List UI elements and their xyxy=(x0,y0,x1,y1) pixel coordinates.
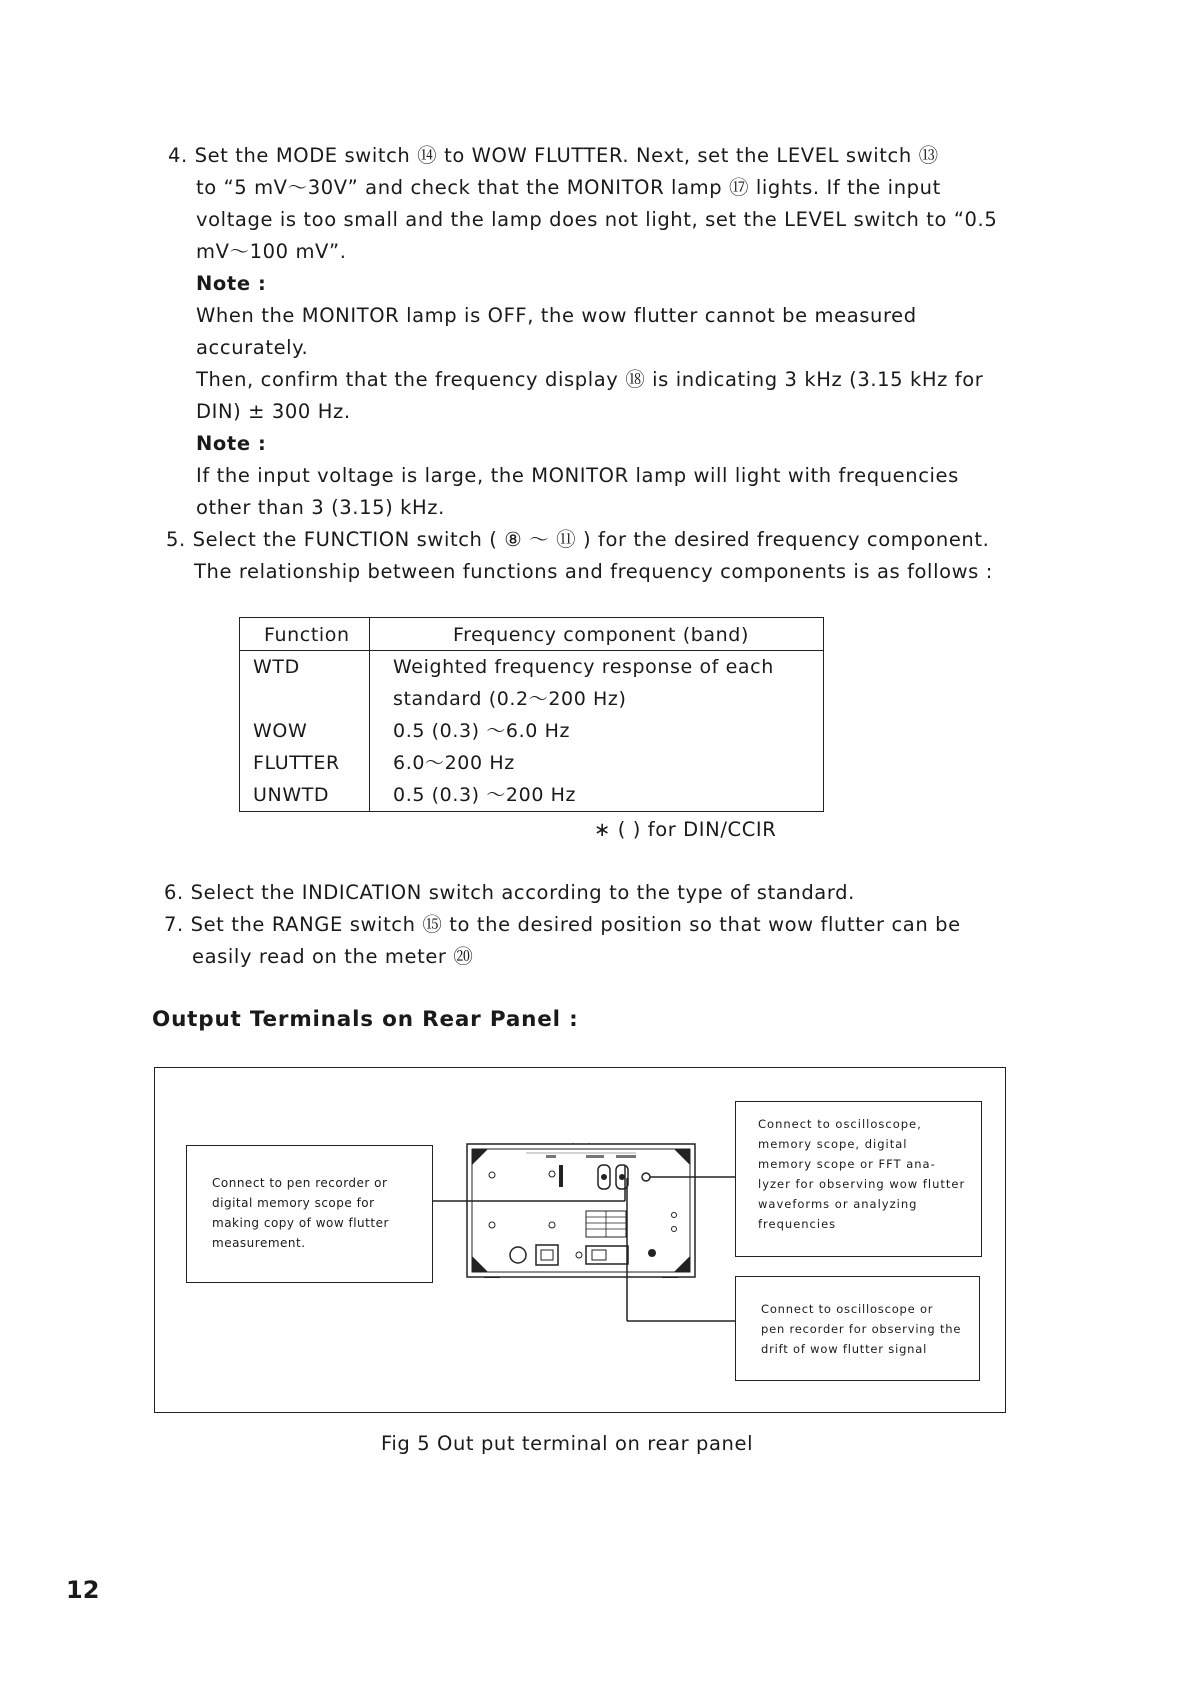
callout-line: waveforms or analyzing xyxy=(758,1197,918,1211)
note1-line2: accurately. xyxy=(196,336,309,359)
note2-line1: If the input voltage is large, the MONITOR lamp will light with frequencies xyxy=(196,464,959,487)
step7-line1: 7. Set the RANGE switch ⑮ to the desired position so that wow flutter can be xyxy=(164,913,961,936)
table-header-band: Frequency component (band) xyxy=(453,624,749,646)
step4-line5: Then, confirm that the frequency display ⑱ is indicating 3 kHz (3.15 kHz for xyxy=(196,368,984,391)
table-cell-band: 0.5 (0.3) ～200 Hz xyxy=(393,784,577,806)
table-cell-function: UNWTD xyxy=(253,784,330,806)
step4-line1: 4. Set the MODE switch ⑭ to WOW FLUTTER. Next, set the LEVEL switch ⑬ xyxy=(168,144,939,167)
callout-line: making copy of wow flutter xyxy=(212,1216,389,1230)
callout-line: frequencies xyxy=(758,1217,837,1231)
table-cell-function: WOW xyxy=(253,720,308,742)
table-cell-function: WTD xyxy=(253,656,300,678)
section-heading: Output Terminals on Rear Panel : xyxy=(152,1007,579,1032)
callout-line: memory scope or FFT ana- xyxy=(758,1157,936,1171)
callout-line: Connect to oscilloscope, xyxy=(758,1117,922,1131)
table-cell-function: FLUTTER xyxy=(253,752,340,774)
step4-line2: to “5 mV～30V” and check that the MONITOR lamp ⑰ lights. If the input xyxy=(196,176,941,199)
step7-line2: easily read on the meter ⑳ xyxy=(192,945,474,968)
step6-line: 6. Select the INDICATION switch according to the type of standard. xyxy=(164,881,855,904)
rear-panel-drawing xyxy=(466,1143,696,1278)
callout-line: memory scope, digital xyxy=(758,1137,908,1151)
callout-line: measurement. xyxy=(212,1236,306,1250)
callout-line: digital memory scope for xyxy=(212,1196,375,1210)
table-header-function: Function xyxy=(264,624,350,646)
note2-line2: other than 3 (3.15) kHz. xyxy=(196,496,445,519)
step4-line6: DIN) ± 300 Hz. xyxy=(196,400,351,423)
callout-line: pen recorder for observing the xyxy=(761,1322,962,1336)
step4-line3: voltage is too small and the lamp does not light, set the LEVEL switch to “0.5 xyxy=(196,208,998,231)
note1-label: Note : xyxy=(196,272,267,295)
step5-line2: The relationship between functions and frequency components is as follows : xyxy=(194,560,993,583)
table-footnote: ∗ ( ) for DIN/CCIR xyxy=(594,818,777,841)
table-cell-band: standard (0.2～200 Hz) xyxy=(393,688,627,710)
note2-label: Note : xyxy=(196,432,267,455)
callout-line: Connect to pen recorder or xyxy=(212,1176,388,1190)
table-cell-band: 0.5 (0.3) ～6.0 Hz xyxy=(393,720,571,742)
callout-line: Connect to oscilloscope or xyxy=(761,1302,934,1316)
callout-line: lyzer for observing wow flutter xyxy=(758,1177,966,1191)
page-number: 12 xyxy=(66,1576,100,1604)
figure-caption: Fig 5 Out put terminal on rear panel xyxy=(381,1432,754,1455)
table-cell-band: 6.0～200 Hz xyxy=(393,752,515,774)
step5-line1: 5. Select the FUNCTION switch ( ⑧ ～ ⑪ ) for the desired frequency component. xyxy=(166,528,990,551)
step4-line4: mV～100 mV”. xyxy=(196,240,347,263)
table-cell-band: Weighted frequency response of each xyxy=(393,656,774,678)
note1-line1: When the MONITOR lamp is OFF, the wow flutter cannot be measured xyxy=(196,304,917,327)
callout-line: drift of wow flutter signal xyxy=(761,1342,928,1356)
